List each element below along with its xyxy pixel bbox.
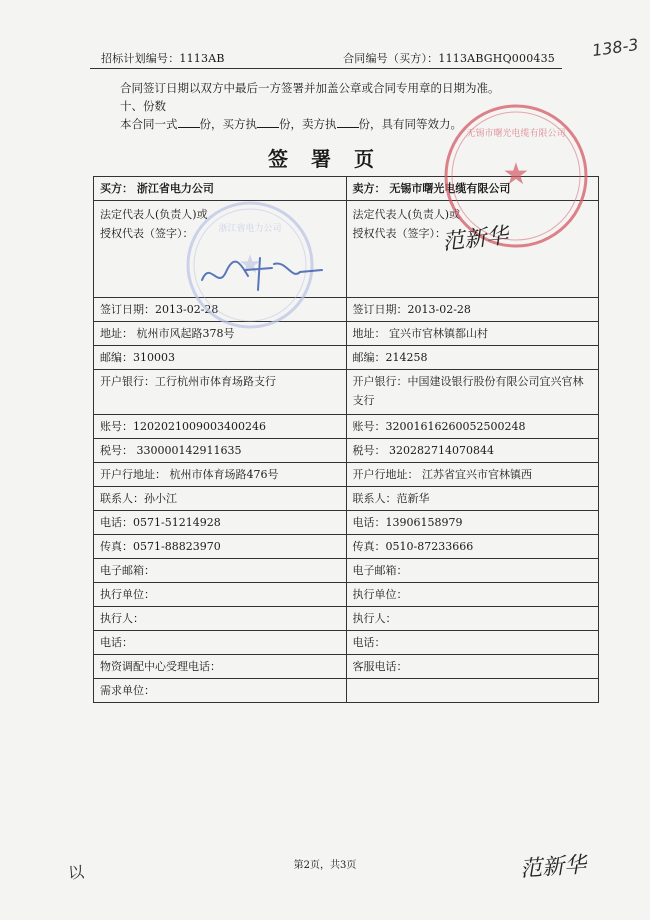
copies-text-c: 份，卖方执: [279, 117, 337, 131]
preamble-line-2: 十、份数: [120, 99, 166, 113]
header-rule: [90, 68, 562, 69]
buyer-cell: 签订日期：2013-02-28: [94, 298, 347, 322]
seller-cell: 卖方： 无锡市曙光电缆有限公司: [346, 177, 599, 201]
table-row: [94, 346, 599, 370]
table-row: [94, 370, 599, 415]
bottom-right-signature: 范新华: [519, 852, 587, 883]
buyer-cell: 执行单位：: [94, 583, 347, 607]
seller-seal-text: 无锡市曙光电缆有限公司: [466, 129, 566, 139]
copies-blank-total: [178, 117, 200, 128]
seller-cell: 开户行地址： 江苏省宜兴市官林镇西: [346, 463, 599, 487]
seller-cell: 联系人：范新华: [346, 487, 599, 511]
seller-cell: 税号： 320282714070844: [346, 439, 599, 463]
seller-signature: 范新华: [441, 223, 510, 256]
seller-cell: 客服电话：: [346, 655, 599, 679]
copies-blank-seller: [337, 117, 359, 128]
seller-cell: 传真：0510-87233666: [346, 535, 599, 559]
buyer-cell: 物资调配中心受理电话：: [94, 655, 347, 679]
seller-cell: 账号：32001616260052500248: [346, 415, 599, 439]
table-row: [94, 322, 599, 346]
table-row: [94, 415, 599, 439]
svg-text:★: ★: [238, 250, 262, 280]
seller-cell: 法定代表人(负责人)或 授权代表（签字）：: [346, 201, 599, 298]
buyer-cell: 电子邮箱：: [94, 559, 347, 583]
buyer-cell: 邮编：310003: [94, 346, 347, 370]
buyer-cell: 法定代表人(负责人)或 授权代表（签字）：: [94, 201, 347, 298]
seller-cell: 签订日期：2013-02-28: [346, 298, 599, 322]
page-number: 第2页，共3页: [293, 860, 357, 871]
seller-cell: 电话：: [346, 631, 599, 655]
buyer-cell: 需求单位：: [94, 679, 347, 703]
table-row: [94, 607, 599, 631]
table-row: [94, 463, 599, 487]
seller-cell: 开户银行：中国建设银行股份有限公司宜兴官林支行: [346, 370, 599, 415]
plan-number: 招标计划编号：1113AB: [101, 52, 225, 65]
buyer-cell: 开户银行：工行杭州市体育场路支行: [94, 370, 347, 415]
copies-text-a: 本合同一式: [120, 117, 178, 131]
buyer-cell: 电话：0571-51214928: [94, 511, 347, 535]
seller-cell: 地址： 宜兴市官林镇都山村: [346, 322, 599, 346]
page-title: 签 署 页: [268, 147, 382, 171]
svg-text:★: ★: [502, 157, 530, 192]
table-row: [94, 559, 599, 583]
buyer-seal-text: 浙江省电力公司: [218, 224, 282, 234]
buyer-cell: 账号：1202021009003400246: [94, 415, 347, 439]
table-row: [94, 439, 599, 463]
table-row: [94, 201, 599, 298]
table-row: [94, 487, 599, 511]
copies-text-d: 份，具有同等效力。: [358, 117, 462, 131]
seller-cell: 电子邮箱：: [346, 559, 599, 583]
seller-cell: 执行人：: [346, 607, 599, 631]
seller-cell: 电话：13906158979: [346, 511, 599, 535]
table-row: [94, 655, 599, 679]
preamble-line-3: [120, 116, 462, 132]
table-row: [94, 177, 599, 201]
preamble-line-1: 合同签订日期以双方中最后一方签署并加盖公章或合同专用章的日期为准。: [120, 81, 500, 95]
seller-cell: 执行单位：: [346, 583, 599, 607]
buyer-cell: 开户行地址： 杭州市体育场路476号: [94, 463, 347, 487]
buyer-cell: 执行人：: [94, 607, 347, 631]
bottom-left-mark: 以: [67, 862, 85, 883]
buyer-cell: 传真：0571-88823970: [94, 535, 347, 559]
table-row: [94, 511, 599, 535]
table-row: [94, 583, 599, 607]
table-row: [94, 631, 599, 655]
copies-text-b: 份，买方执: [199, 117, 257, 131]
copies-blank-buyer: [257, 117, 279, 128]
table-row: [94, 679, 599, 703]
contract-number: 合同编号（买方）：1113ABGHQ000435: [343, 52, 555, 65]
signature-table: [93, 176, 599, 703]
seller-cell: [346, 679, 599, 703]
table-row: [94, 298, 599, 322]
buyer-cell: 联系人：孙小江: [94, 487, 347, 511]
buyer-cell: 地址： 杭州市风起路378号: [94, 322, 347, 346]
seller-cell: 邮编：214258: [346, 346, 599, 370]
buyer-cell: 税号： 330000142911635: [94, 439, 347, 463]
buyer-cell: 电话：: [94, 631, 347, 655]
table-row: [94, 535, 599, 559]
buyer-cell: 买方： 浙江省电力公司: [94, 177, 347, 201]
handwritten-corner-mark: 138-3: [590, 34, 640, 61]
